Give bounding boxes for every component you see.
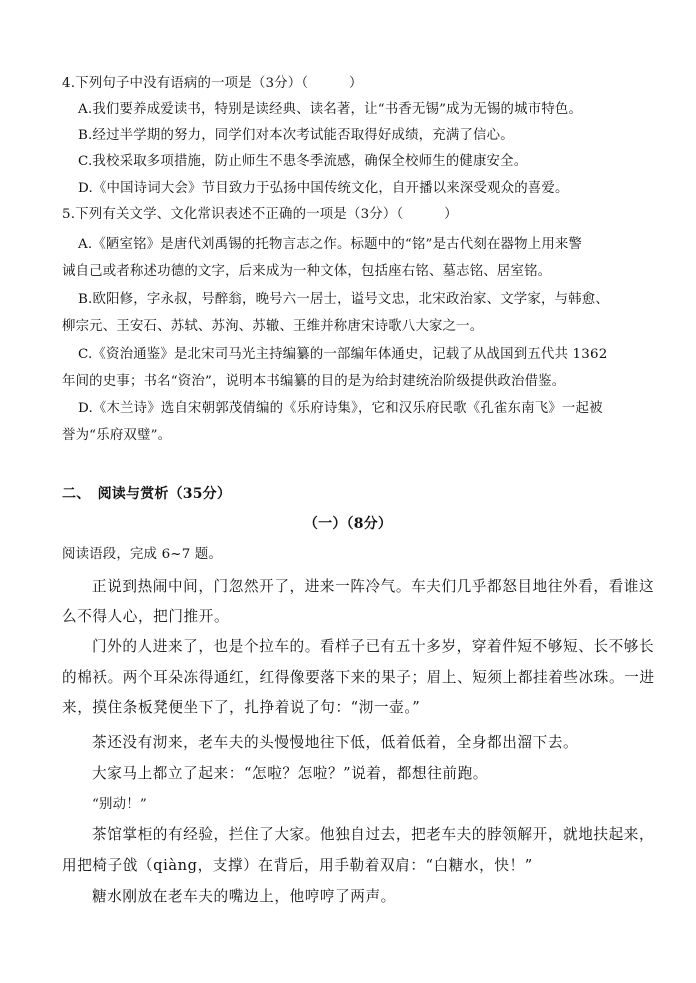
passage-paragraph-1-line-2: 么不得人心，把门推开。 (62, 608, 230, 625)
question-5-option-c-line-1: C.《资治通鉴》是北宋司马光主持编纂的一部编年体通史，记载了从战国到五代共 1362 (78, 347, 608, 362)
passage-paragraph-6-line-1: 茶馆掌柜的有经验，拦住了大家。他独自过去，把老车夫的脖领解开，就地扶起来， (92, 826, 655, 843)
passage-paragraph-2-line-2: 的棉袄。两个耳朵冻得通红，红得像要落下来的果子；眉上、短须上都挂着些冰珠。一进 (62, 669, 655, 686)
subsection-1-heading: （一）（8分） (303, 516, 393, 532)
question-5-stem: 5.下列有关文学、文化常识表述不正确的一项是（3分）（ ） (62, 207, 458, 222)
passage-paragraph-3: 茶还没有沏来，老车夫的头慢慢地往下低，低着低着，全身都出溜下去。 (92, 734, 579, 751)
passage-paragraph-2-line-1: 门外的人进来了，也是个拉车的。看样子已有五十多岁，穿着件短不够短、长不够长 (92, 638, 655, 655)
passage-paragraph-7: 糖水刚放在老车夫的嘴边上，他哼哼了两声。 (92, 888, 396, 905)
question-5-option-d-line-1: D.《木兰诗》选自宋朝郭茂倩编的《乐府诗集》，它和汉乐府民歌《孔雀东南飞》一起被 (78, 401, 603, 416)
reading-instructions: 阅读语段，完成 6~7 题。 (62, 547, 223, 562)
passage-paragraph-2-line-3: 来，摸住条板凳便坐下了，扎挣着说了句：“沏一壶。” (62, 699, 421, 716)
question-5-option-a-line-1: A.《陋室铭》是唐代刘禹锡的托物言志之作。标题中的“铭”是古代刻在器物上用来警 (78, 237, 583, 252)
question-4-stem: 4.下列句子中没有语病的一项是（3分）（ ） (62, 76, 363, 91)
passage-paragraph-6-line-2: 用把椅子戗（qiàng，支撑）在背后，用手勒着双肩：“白糖水，快！” (62, 857, 533, 874)
question-5-option-d-line-2: 誉为“乐府双璧”。 (62, 428, 172, 443)
section-2-heading: 二、 阅读与赏析（35分） (62, 486, 232, 502)
question-5-option-b-line-2: 柳宗元、王安石、苏轼、苏洵、苏辙、王维并称唐宋诗歌八大家之一。 (62, 319, 484, 334)
question-4-option-d: D.《中国诗词大会》节目致力于弘扬中国传统文化，自开播以来深受观众的喜爱。 (78, 181, 569, 196)
question-4-option-a: A.我们要养成爱读书，特别是读经典、读名著，让“书香无锡”成为无锡的城市特色。 (78, 102, 583, 117)
passage-paragraph-5: “别动！” (92, 797, 147, 812)
passage-paragraph-4: 大家马上都立了起来：“怎啦？怎啦？”说着，都想往前跑。 (92, 765, 488, 782)
question-5-option-a-line-2: 诫自己或者称述功德的文字，后来成为一种文体，包括座右铭、墓志铭、居室铭。 (62, 264, 552, 279)
question-4-option-c: C.我校采取多项措施，防止师生不患冬季流感，确保全校师生的健康安全。 (78, 154, 528, 169)
question-4-option-b: B.经过半学期的努力，同学们对本次考试能否取得好成绩，充满了信心。 (78, 128, 514, 143)
passage-paragraph-1-line-1: 正说到热闹中间，门忽然开了，进来一阵冷气。车夫们几乎都怒目地往外看，看谁这 (92, 578, 655, 595)
question-5-option-b-line-1: B.欧阳修，字永叔，号醉翁，晚号六一居士，谥号文忠，北宋政治家、文学家，与韩愈、 (78, 292, 609, 307)
question-5-option-c-line-2: 年间的史事；书名“资治”，说明本书编纂的目的是为给封建统治阶级提供政治借鉴。 (62, 374, 566, 389)
